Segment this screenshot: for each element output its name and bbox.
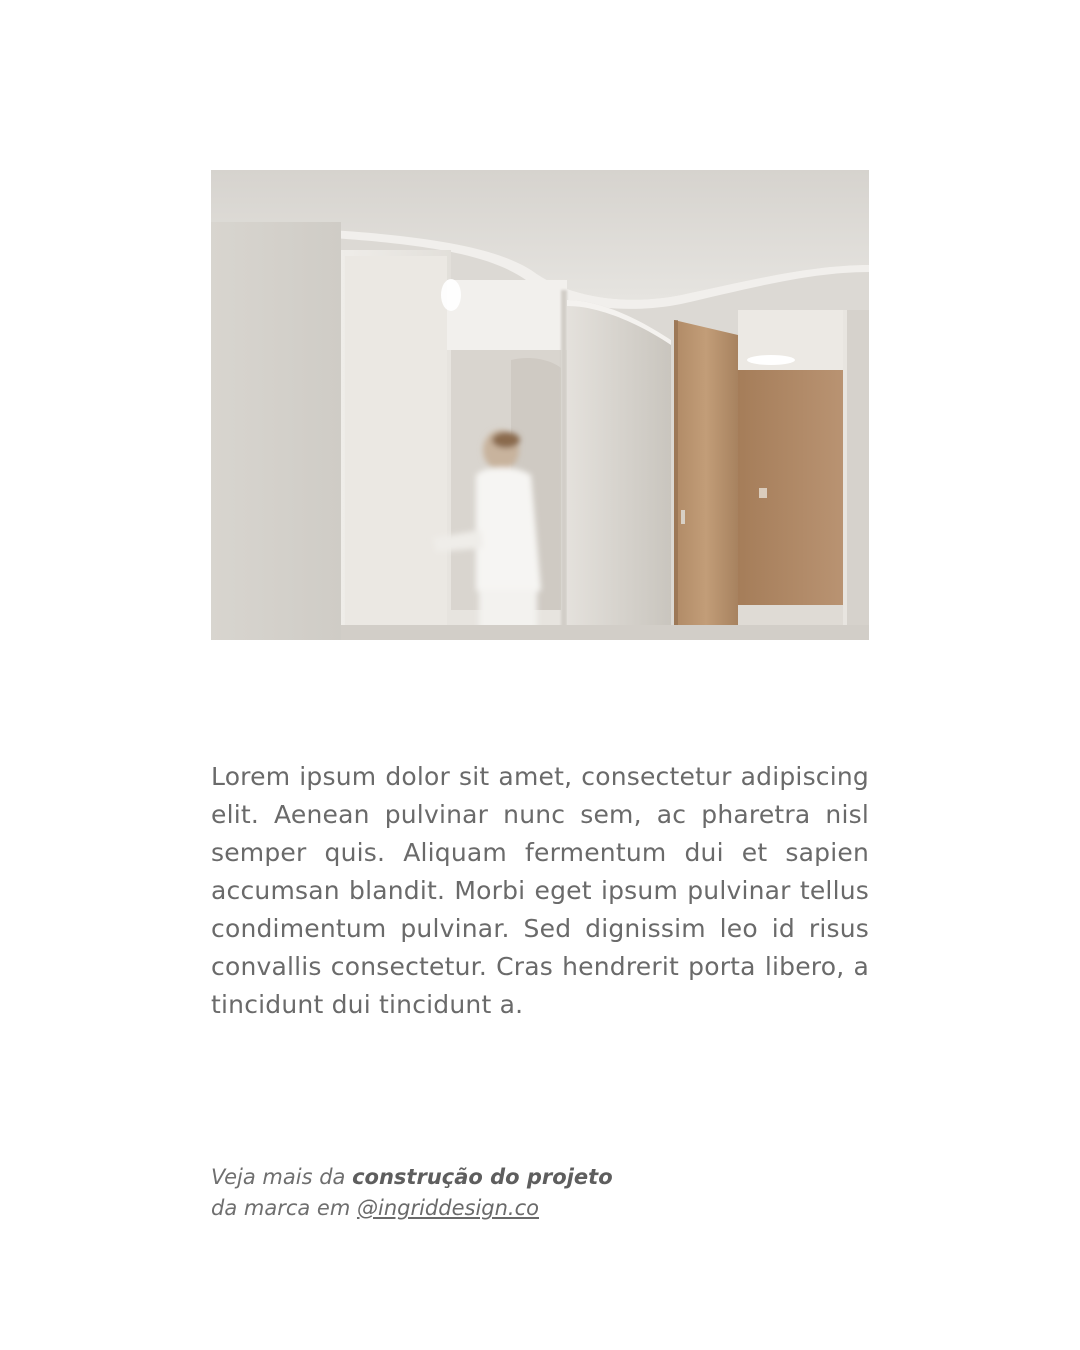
footer-note (211, 1162, 869, 1224)
instagram-handle-link[interactable]: @ingriddesign.co (356, 1196, 539, 1220)
interior-photo-illustration (211, 170, 869, 640)
footer-line-1-prefix: Veja mais da (211, 1165, 353, 1189)
interior-photo (211, 170, 869, 640)
footer-line-2 (211, 1193, 869, 1224)
body-paragraph: Lorem ipsum dolor sit amet, consectetur adipiscing elit. Aenean pulvinar nunc sem, ac pharetra nisl semper quis. Aliquam fermentum dui et sapien accumsan blandit. Morbi eget ipsum pulvinar tellus condimentum pulvinar. Sed dignissim leo id risus convallis consectetur. Cras hendrerit porta libero, a tincidunt dui tincidunt a. (211, 762, 869, 1019)
footer-line-1 (211, 1162, 869, 1193)
footer-line-1-bold: construção do projeto (352, 1165, 613, 1189)
footer-line-2-prefix: da marca em (211, 1196, 357, 1220)
